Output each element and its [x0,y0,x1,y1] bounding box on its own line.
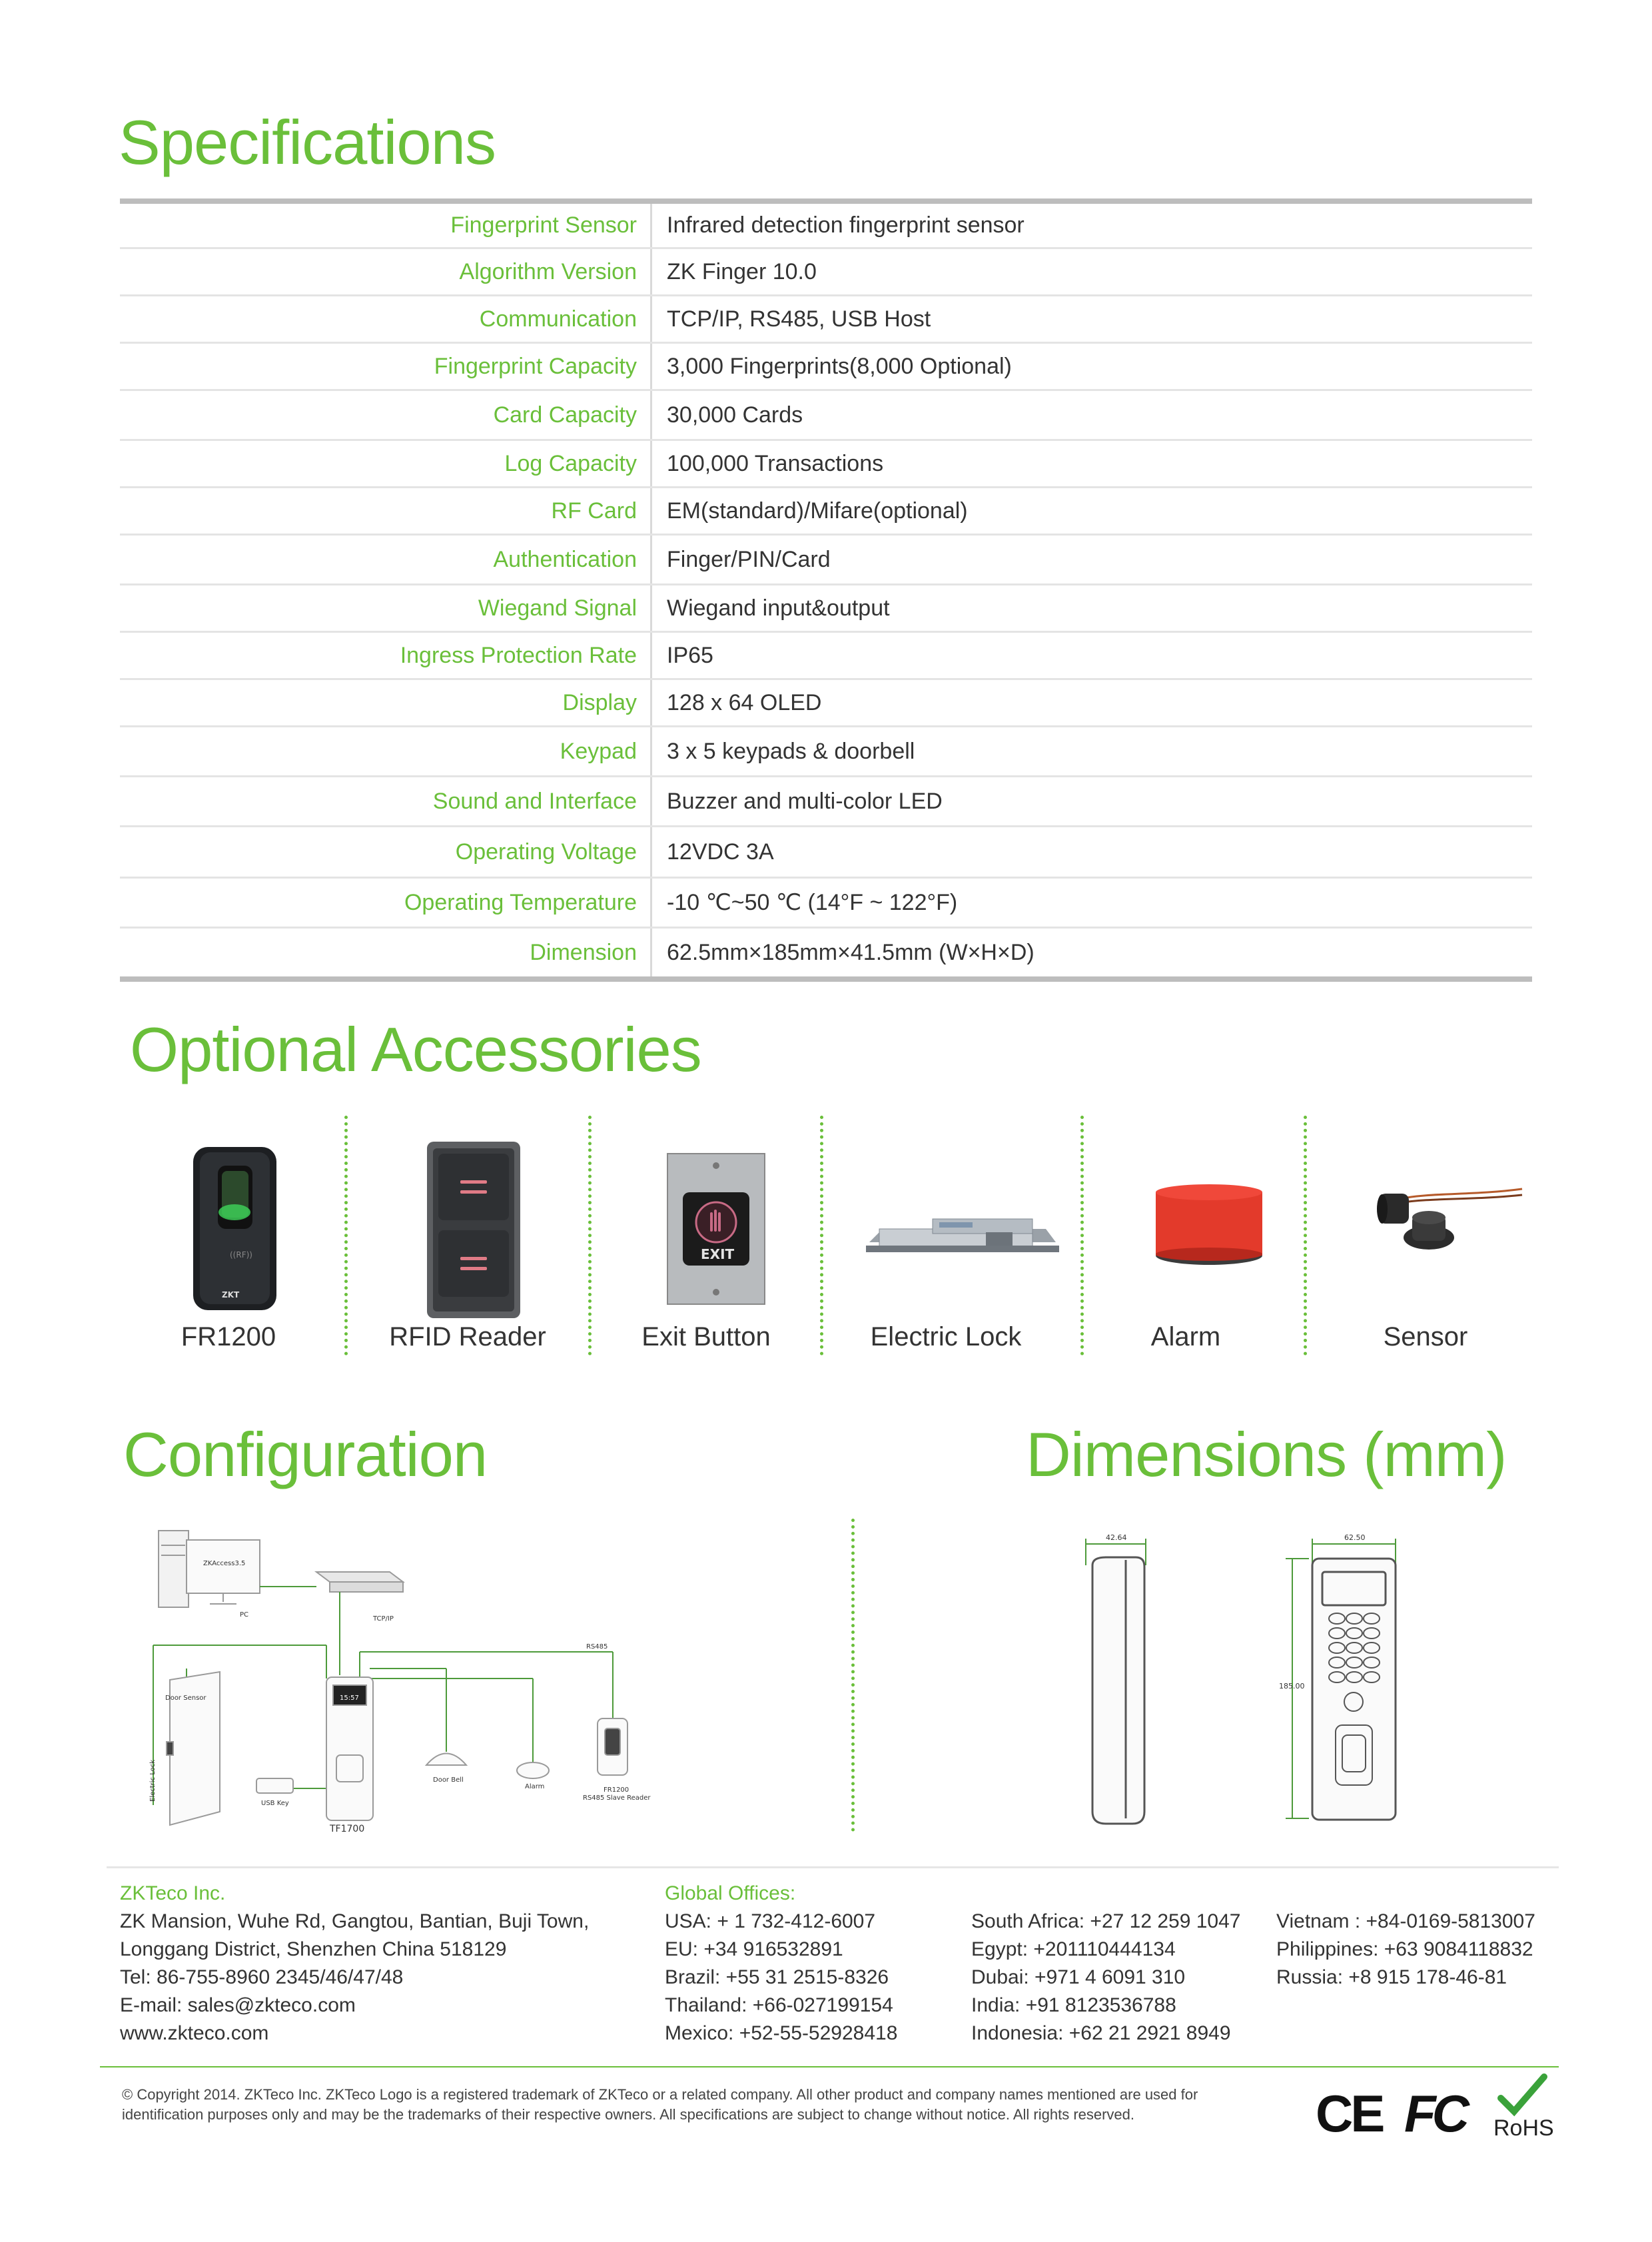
spec-row [120,929,1532,976]
config-device-label: TF1700 [330,1824,365,1834]
office-line: Egypt: +201110444134 [971,1938,1176,1960]
config-software-label: ZKAccess3.5 [203,1560,246,1567]
company-name: ZKTeco Inc. [120,1882,226,1904]
office-line: Dubai: +971 4 6091 310 [971,1966,1186,1988]
config-screen-time: 15:57 [340,1694,359,1702]
accessory-label: FR1200 [181,1322,276,1351]
spec-label: Card Capacity [493,402,637,428]
dimensions-heading: Dimensions (mm) [1026,1419,1507,1489]
spec-row [120,391,1532,441]
spec-label: Operating Voltage [455,839,637,865]
spec-value: IP65 [667,642,713,668]
accessory-label: Exit Button [641,1322,771,1351]
side-width-label: 42.64 [1106,1533,1127,1542]
spec-value: ZK Finger 10.0 [667,258,817,284]
configuration-diagram [147,1525,693,1838]
office-line: Thailand: +66-027199154 [665,1994,893,2016]
spec-label: Dimension [530,939,637,965]
copyright-line: © Copyright 2014. ZKTeco Inc. ZKTeco Logo is a registered trademark of ZKTeco or a related company. All other product and company names mentioned are used for [122,2086,1198,2103]
office-line: Mexico: +52-55-52928418 [665,2022,898,2044]
config-tcpip-label: TCP/IP [373,1615,394,1623]
spec-row [120,441,1532,488]
rohs-label: RoHS [1493,2115,1554,2141]
office-line: South Africa: +27 12 259 1047 [971,1910,1241,1932]
config-rs485-label: RS485 [586,1643,608,1651]
fcc-mark-icon: FC [1404,2084,1465,2143]
config-alarm-label: Alarm [525,1783,545,1790]
address-line: Longgang District, Shenzhen China 518129 [120,1938,507,1960]
spec-value: 62.5mm×185mm×41.5mm (W×H×D) [667,939,1034,965]
spec-value: 3 x 5 keypads & doorbell [667,738,915,764]
spec-value: Infrared detection fingerprint sensor [667,212,1025,238]
accessory-label: Sensor [1383,1322,1468,1351]
spec-row [120,536,1532,585]
spec-row [120,827,1532,879]
spec-value: TCP/IP, RS485, USB Host [667,306,931,332]
spec-row [120,879,1532,929]
svg-text:EXIT: EXIT [701,1246,735,1262]
offices-block-2 [971,1908,1241,2048]
email-link[interactable]: E-mail: sales@zkteco.com [120,1994,356,2016]
front-height-label: 185.00 [1279,1682,1305,1690]
address-line: Tel: 86-755-8960 2345/46/47/48 [120,1966,404,1988]
offices-block-3 [1276,1908,1535,1992]
spec-value: Buzzer and multi-color LED [667,788,943,814]
address-line: ZK Mansion, Wuhe Rd, Gangtou, Bantian, Buji Town, [120,1910,590,1932]
config-doorbell-label: Door Bell [433,1776,464,1784]
spec-row [120,585,1532,633]
spec-label: Sound and Interface [432,788,637,814]
copyright-notice [122,2085,1254,2125]
office-line: Philippines: +63 9084118832 [1276,1938,1533,1960]
config-pc-label: PC [240,1611,249,1619]
spec-label: Operating Temperature [404,889,637,915]
spec-label: Ingress Protection Rate [400,642,637,668]
spec-label: Log Capacity [504,450,637,476]
spec-row [120,777,1532,827]
office-line: Indonesia: +62 21 2921 8949 [971,2022,1231,2044]
spec-row [120,488,1532,536]
spec-label: RF Card [551,498,637,524]
spec-label: Fingerprint Sensor [450,212,637,238]
spec-value: EM(standard)/Mifare(optional) [667,498,968,524]
spec-value: 128 x 64 OLED [667,689,822,715]
spec-value: -10 ℃~50 ℃ (14°F ~ 122°F) [667,890,958,915]
accessory-label: Alarm [1150,1322,1221,1351]
accessories-heading: Optional Accessories [130,1014,701,1084]
sensor-icon [1372,1179,1525,1412]
spec-row [120,633,1532,680]
spec-table [120,198,1532,982]
spec-label: Algorithm Version [459,258,637,284]
spec-label: Display [562,689,637,715]
office-line: EU: +34 916532891 [665,1938,843,1960]
offices-block-1 [665,1880,897,2048]
ce-mark-icon: CE [1316,2084,1383,2143]
office-line: Vietnam : +84-0169-5813007 [1276,1910,1535,1932]
spec-row [120,204,1532,249]
spec-label: Keypad [560,738,637,764]
config-slave-reader-label-2: RS485 Slave Reader [583,1794,651,1802]
spec-value: Finger/PIN/Card [667,546,831,572]
svg-text:((RF)): ((RF)) [230,1250,252,1260]
config-slave-reader-label-1: FR1200 [604,1786,629,1794]
spec-value: 12VDC 3A [667,839,774,865]
accessory-label: Electric Lock [870,1322,1022,1351]
spec-row [120,344,1532,391]
spec-row [120,249,1532,296]
copyright-line: identification purposes only and may be the trademarks of their respective owners. All specifications are subject to change without notice. All rights reserved. [122,2106,1135,2123]
config-door-sensor-label: Door Sensor [165,1694,206,1702]
specifications-heading: Specifications [119,107,496,177]
accessory-label: RFID Reader [389,1322,546,1351]
spec-row [120,296,1532,344]
office-line: Brazil: +55 31 2515-8326 [665,1966,889,1988]
spec-label: Wiegand Signal [478,595,637,621]
front-width-label: 62.50 [1344,1533,1366,1542]
office-line: USA: + 1 732-412-6007 [665,1910,876,1932]
dimensions-diagram [1066,1525,1479,1838]
spec-label: Authentication [493,546,637,572]
config-electric-lock-label: Electric Lock [149,1759,157,1802]
svg-text:ZKT: ZKT [222,1290,240,1300]
rohs-mark-icon [1491,2071,1554,2145]
offices-title: Global Offices: [665,1882,796,1904]
spec-label: Communication [479,306,637,332]
spec-row [120,727,1532,777]
spec-value: 3,000 Fingerprints(8,000 Optional) [667,353,1012,379]
spec-value: Wiegand input&output [667,595,890,621]
spec-label: Fingerprint Capacity [434,353,637,379]
spec-row [120,680,1532,727]
office-line: India: +91 8123536788 [971,1994,1176,2016]
website-link[interactable]: www.zkteco.com [120,2022,269,2044]
office-line: Russia: +8 915 178-46-81 [1276,1966,1507,1988]
config-usb-key-label: USB Key [261,1800,289,1807]
spec-value: 100,000 Transactions [667,450,884,476]
spec-value: 30,000 Cards [667,402,803,428]
alarm-icon [1152,1182,1266,1415]
company-block [120,1880,589,2048]
configuration-heading: Configuration [123,1419,488,1489]
